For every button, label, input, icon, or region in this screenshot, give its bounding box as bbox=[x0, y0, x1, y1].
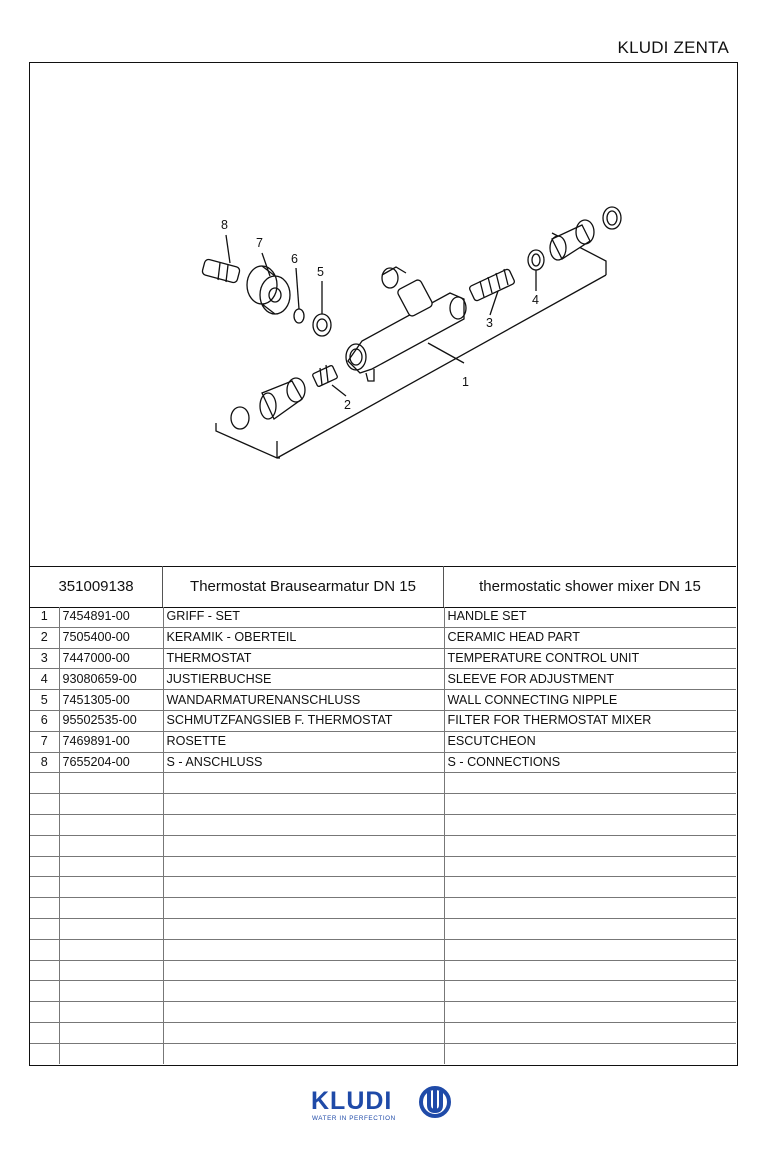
part-number: 93080659-00 bbox=[59, 669, 163, 690]
empty-cell bbox=[444, 960, 736, 981]
part-position: 6 bbox=[30, 710, 59, 731]
empty-cell bbox=[163, 918, 444, 939]
empty-cell bbox=[163, 1043, 444, 1063]
empty-cell bbox=[59, 814, 163, 835]
table-row bbox=[30, 690, 736, 711]
empty-cell bbox=[30, 814, 59, 835]
table-row-empty bbox=[30, 1022, 736, 1043]
part-name-german: SCHMUTZFANGSIEB F. THERMOSTAT bbox=[163, 710, 444, 731]
empty-cell bbox=[59, 877, 163, 898]
title-row bbox=[30, 566, 736, 608]
empty-cell bbox=[59, 918, 163, 939]
part-number: 7454891-00 bbox=[59, 607, 163, 627]
empty-cell bbox=[30, 918, 59, 939]
part-position: 8 bbox=[30, 752, 59, 773]
logo-tagline: WATER IN PERFECTION bbox=[312, 1115, 396, 1122]
empty-cell bbox=[444, 1002, 736, 1023]
empty-cell bbox=[163, 1002, 444, 1023]
exploded-view-drawing bbox=[30, 63, 736, 567]
table-row-empty bbox=[30, 814, 736, 835]
empty-cell bbox=[444, 1043, 736, 1063]
empty-cell bbox=[59, 773, 163, 794]
table-row-empty bbox=[30, 960, 736, 981]
empty-cell bbox=[59, 898, 163, 919]
empty-cell bbox=[59, 1022, 163, 1043]
table-row-empty bbox=[30, 939, 736, 960]
empty-cell bbox=[444, 939, 736, 960]
part-3-thermostat bbox=[469, 268, 516, 301]
part-number: 7451305-00 bbox=[59, 690, 163, 711]
empty-cell bbox=[30, 835, 59, 856]
article-number: 351009138 bbox=[30, 566, 163, 607]
empty-cell bbox=[59, 981, 163, 1002]
part-name-english: TEMPERATURE CONTROL UNIT bbox=[444, 648, 736, 669]
empty-cell bbox=[30, 877, 59, 898]
part-name-english: SLEEVE FOR ADJUSTMENT bbox=[444, 669, 736, 690]
callout-1: 1 bbox=[462, 375, 469, 389]
part-5-nipple bbox=[313, 314, 331, 336]
empty-cell bbox=[59, 1002, 163, 1023]
bracket-line-left bbox=[216, 423, 280, 458]
part-2-ceramic-head bbox=[312, 365, 338, 387]
part-name-german: S - ANSCHLUSS bbox=[163, 752, 444, 773]
empty-cell bbox=[163, 794, 444, 815]
empty-cell bbox=[59, 794, 163, 815]
title-english: thermostatic shower mixer DN 15 bbox=[479, 578, 701, 595]
table-row-empty bbox=[30, 794, 736, 815]
empty-cell bbox=[30, 856, 59, 877]
empty-cell bbox=[163, 1022, 444, 1043]
part-name-german: ROSETTE bbox=[163, 731, 444, 752]
table-row bbox=[30, 607, 736, 627]
empty-cell bbox=[59, 835, 163, 856]
empty-cell bbox=[30, 1043, 59, 1063]
part-number: 7469891-00 bbox=[59, 731, 163, 752]
drawing-frame bbox=[29, 62, 738, 1066]
table-row-empty bbox=[30, 835, 736, 856]
empty-cell bbox=[30, 981, 59, 1002]
empty-cell bbox=[444, 773, 736, 794]
empty-cell bbox=[30, 773, 59, 794]
mixer-body bbox=[346, 267, 466, 381]
empty-cell bbox=[30, 794, 59, 815]
empty-cell bbox=[163, 773, 444, 794]
logo-word: KLUDI bbox=[311, 1087, 393, 1115]
empty-cell bbox=[30, 960, 59, 981]
right-handle bbox=[550, 207, 621, 260]
table-row-empty bbox=[30, 1002, 736, 1023]
table-row-empty bbox=[30, 898, 736, 919]
product-name: KLUDI ZENTA bbox=[617, 38, 729, 57]
title-german: Thermostat Brausearmatur DN 15 bbox=[163, 566, 444, 607]
callout-7: 7 bbox=[256, 236, 263, 250]
empty-cell bbox=[163, 814, 444, 835]
table-row-empty bbox=[30, 856, 736, 877]
table-row-empty bbox=[30, 773, 736, 794]
empty-cell bbox=[30, 1002, 59, 1023]
callout-4: 4 bbox=[532, 293, 539, 307]
part-position: 5 bbox=[30, 690, 59, 711]
table-row-empty bbox=[30, 918, 736, 939]
empty-cell bbox=[163, 856, 444, 877]
part-name-english: CERAMIC HEAD PART bbox=[444, 627, 736, 648]
callout-2: 2 bbox=[344, 398, 351, 412]
exploded-view-svg bbox=[30, 63, 736, 566]
part-position: 1 bbox=[30, 607, 59, 627]
empty-cell bbox=[444, 1022, 736, 1043]
left-handle bbox=[231, 378, 305, 429]
part-name-german: GRIFF - SET bbox=[163, 607, 444, 627]
table-row bbox=[30, 710, 736, 731]
empty-cell bbox=[59, 1043, 163, 1063]
table-row bbox=[30, 648, 736, 669]
part-name-english: S - CONNECTIONS bbox=[444, 752, 736, 773]
callout-8: 8 bbox=[221, 218, 228, 232]
empty-cell bbox=[163, 939, 444, 960]
water-drop-icon bbox=[415, 1085, 455, 1119]
part-number: 7655204-00 bbox=[59, 752, 163, 773]
empty-cell bbox=[444, 918, 736, 939]
callout-5: 5 bbox=[317, 265, 324, 279]
table-row bbox=[30, 669, 736, 690]
table-row bbox=[30, 752, 736, 773]
kludi-logo bbox=[311, 1083, 461, 1127]
part-position: 3 bbox=[30, 648, 59, 669]
empty-cell bbox=[444, 794, 736, 815]
part-name-english: FILTER FOR THERMOSTAT MIXER bbox=[444, 710, 736, 731]
empty-cell bbox=[444, 877, 736, 898]
empty-cell bbox=[163, 960, 444, 981]
table-row bbox=[30, 627, 736, 648]
part-name-german: THERMOSTAT bbox=[163, 648, 444, 669]
empty-cell bbox=[444, 981, 736, 1002]
table-row-empty bbox=[30, 877, 736, 898]
empty-cell bbox=[163, 835, 444, 856]
empty-cell bbox=[30, 1022, 59, 1043]
empty-cell bbox=[59, 939, 163, 960]
part-name-german: JUSTIERBUCHSE bbox=[163, 669, 444, 690]
part-name-english: HANDLE SET bbox=[447, 609, 527, 624]
part-4-sleeve bbox=[528, 250, 544, 270]
table-row-empty bbox=[30, 1043, 736, 1063]
empty-cell bbox=[30, 939, 59, 960]
callout-6: 6 bbox=[291, 252, 298, 266]
part-name-english: WALL CONNECTING NIPPLE bbox=[444, 690, 736, 711]
empty-cell bbox=[163, 877, 444, 898]
empty-cell bbox=[444, 856, 736, 877]
part-8-s-connection bbox=[202, 259, 241, 284]
table-row-empty bbox=[30, 981, 736, 1002]
empty-cell bbox=[59, 960, 163, 981]
part-name-english: ESCUTCHEON bbox=[444, 731, 736, 752]
part-name-german: WANDARMATURENANSCHLUSS bbox=[163, 690, 444, 711]
part-number: 7505400-00 bbox=[59, 627, 163, 648]
parts-table bbox=[30, 607, 736, 1064]
empty-cell bbox=[59, 856, 163, 877]
part-position: 7 bbox=[30, 731, 59, 752]
table-row bbox=[30, 731, 736, 752]
callout-3: 3 bbox=[486, 316, 493, 330]
part-position: 4 bbox=[30, 669, 59, 690]
part-number: 7447000-00 bbox=[59, 648, 163, 669]
part-position: 2 bbox=[30, 627, 59, 648]
empty-cell bbox=[444, 898, 736, 919]
part-name-german: KERAMIK - OBERTEIL bbox=[163, 627, 444, 648]
empty-cell bbox=[30, 898, 59, 919]
part-number: 95502535-00 bbox=[59, 710, 163, 731]
empty-cell bbox=[163, 981, 444, 1002]
empty-cell bbox=[163, 898, 444, 919]
empty-cell bbox=[444, 814, 736, 835]
empty-cell bbox=[444, 835, 736, 856]
part-6-filter bbox=[294, 309, 304, 323]
